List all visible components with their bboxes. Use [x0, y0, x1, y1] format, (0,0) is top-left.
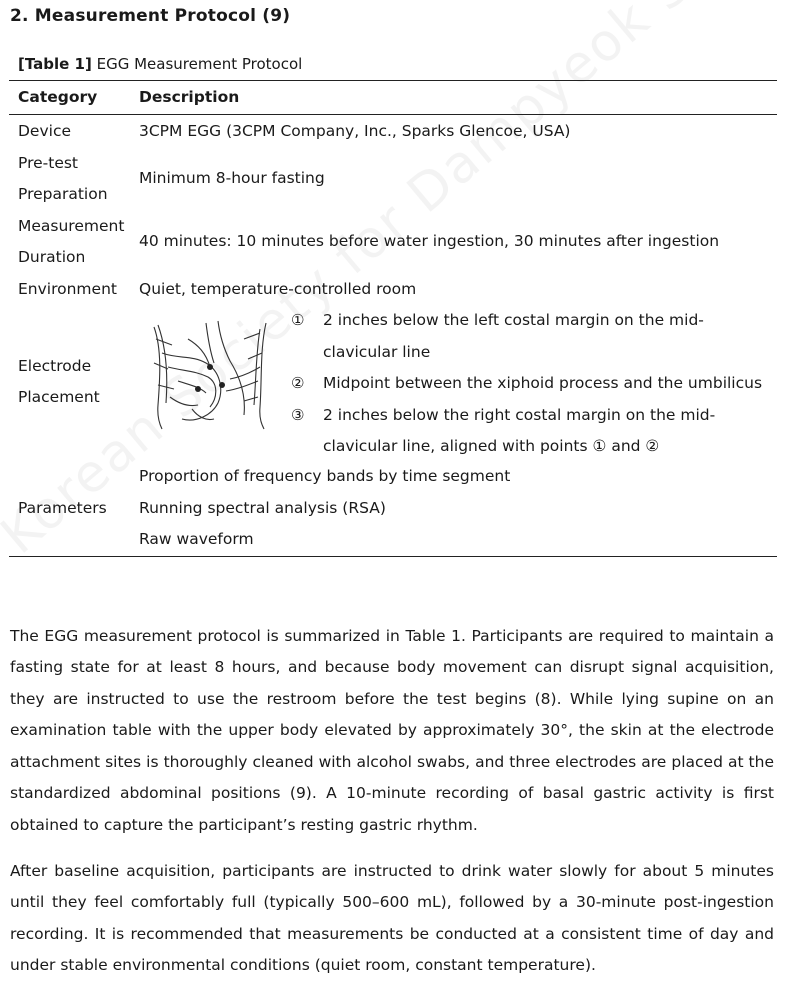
row-description — [139, 461, 777, 556]
item-number: ① — [291, 311, 305, 329]
row-description: 3CPM EGG (3CPM Company, Inc., Sparks Glencoe, USA) — [139, 122, 571, 140]
table-header-row — [9, 81, 777, 115]
table-row-electrode — [9, 305, 777, 461]
category-line: Pre-test — [18, 154, 79, 172]
table-row-environment — [9, 273, 777, 305]
row-description: 40 minutes: 10 minutes before water ingestion, 30 minutes after ingestion — [139, 232, 720, 250]
category-line: Placement — [18, 388, 100, 406]
parameter-item: Running spectral analysis (RSA) — [139, 498, 386, 517]
parameter-item: Proportion of frequency bands by time segment — [139, 467, 511, 485]
item-line: clavicular line — [323, 342, 431, 361]
row-category — [9, 305, 139, 461]
category-line: Measurement — [18, 217, 125, 235]
parameter-item: Raw waveform — [139, 530, 254, 548]
header-description: Description — [139, 88, 240, 106]
item-number: ③ — [291, 405, 305, 424]
row-category: Parameters — [18, 499, 107, 517]
list-item — [287, 400, 777, 463]
item-line: 2 inches below the left costal margin on the mid- — [323, 311, 704, 329]
table-row-parameters — [9, 461, 777, 556]
row-category: Device — [18, 122, 72, 140]
electrode-list — [287, 305, 777, 463]
table-row-device — [9, 115, 777, 147]
category-line: Preparation — [18, 185, 108, 203]
row-description: Quiet, temperature-controlled room — [139, 280, 417, 298]
category-line: Electrode — [18, 357, 92, 375]
list-item — [287, 305, 777, 368]
item-line: clavicular line, aligned with points ① and ② — [323, 437, 660, 455]
body-paragraph: After baseline acquisition, participants are instructed to drink water slowly for about 5 minutes until they feel comfortably full (typically 500–600 mL), followed by a 30-minute post-ingestion recording. It is recommended that measurements be conducted at a consistent time of day and under stable environmental conditions (quiet room, constant temperature). — [10, 861, 774, 975]
row-category — [9, 210, 139, 273]
item-number: ② — [291, 374, 305, 392]
row-description: Minimum 8-hour fasting — [139, 169, 325, 187]
table-caption-text: EGG Measurement Protocol — [96, 55, 303, 73]
list-item — [287, 368, 777, 400]
table-caption — [18, 55, 302, 73]
category-line: Duration — [18, 248, 86, 266]
header-category: Category — [18, 88, 98, 106]
item-line: 2 inches below the right costal margin on the mid- — [323, 405, 716, 424]
row-category — [9, 147, 139, 210]
table-row-duration — [9, 210, 777, 273]
section-title: 2. Measurement Protocol (9) — [10, 6, 291, 26]
table-row-pretest — [9, 147, 777, 210]
item-line: Midpoint between the xiphoid process and the umbilicus — [323, 374, 763, 392]
electrode-placement-illustration — [148, 319, 272, 431]
table-caption-label: [Table 1] — [18, 55, 92, 73]
row-category: Environment — [18, 280, 117, 298]
body-paragraph: The EGG measurement protocol is summarized in Table 1. Participants are required to maintain a fasting state for at least 8 hours, and because body movement can disrupt signal acquisition, they are instructed to use the restroom before the test begins (8). While lying supine on an examination table with the upper body elevated by approximately 30°, the skin at the electrode attachment sites is thoroughly cleaned with alcohol swabs, and three electrodes are placed at the standardized abdominal positions (9). A 10-minute recording of basal gastric activity is first obtained to capture the participant’s resting gastric rhythm. — [10, 626, 774, 835]
protocol-table — [9, 80, 777, 557]
